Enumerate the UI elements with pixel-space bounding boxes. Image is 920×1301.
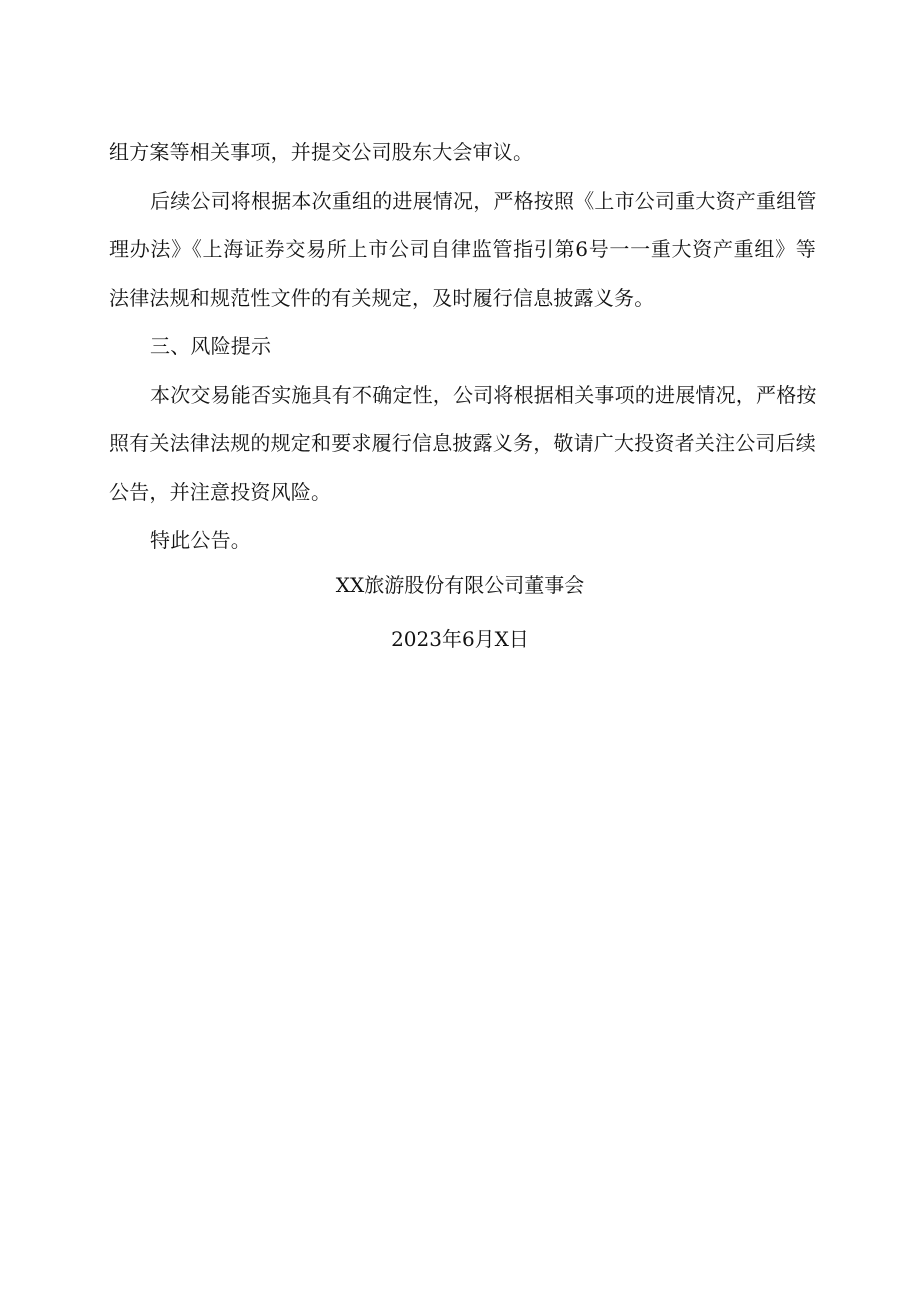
paragraph-3-line-1: 本次交易能否实施具有不确定性，公司将根据相关事项的进展情况，严格按: [150, 382, 817, 407]
document-body: [109, 128, 816, 565]
signature-organization: XX旅游股份有限公司董事会: [335, 573, 585, 597]
paragraph-1-line-1: 组方案等相关事项，并提交公司股东大会审议。: [109, 140, 534, 164]
paragraph-2-line-3: 法律法规和规范性文件的有关规定，及时履行信息披露义务。: [109, 285, 655, 310]
paragraph-2-line-1: 后续公司将根据本次重组的进展情况，严格按照《上市公司重大资产重组管: [150, 188, 817, 213]
section-heading-risk: 三、风险提示: [150, 334, 272, 358]
paragraph-3-line-2: 照有关法律法规的规定和要求履行信息披露义务，敬请广大投资者关注公司后续: [109, 431, 816, 455]
paragraph-3-line-3: 公告，并注意投资风险。: [109, 479, 332, 504]
paragraph-2-line-2: 理办法》《上海证券交易所上市公司自律监管指引第6号一一重大资产重组》等: [109, 237, 816, 261]
closing-statement: 特此公告。: [150, 528, 251, 552]
signature-date: 2023年6月X日: [391, 627, 529, 651]
